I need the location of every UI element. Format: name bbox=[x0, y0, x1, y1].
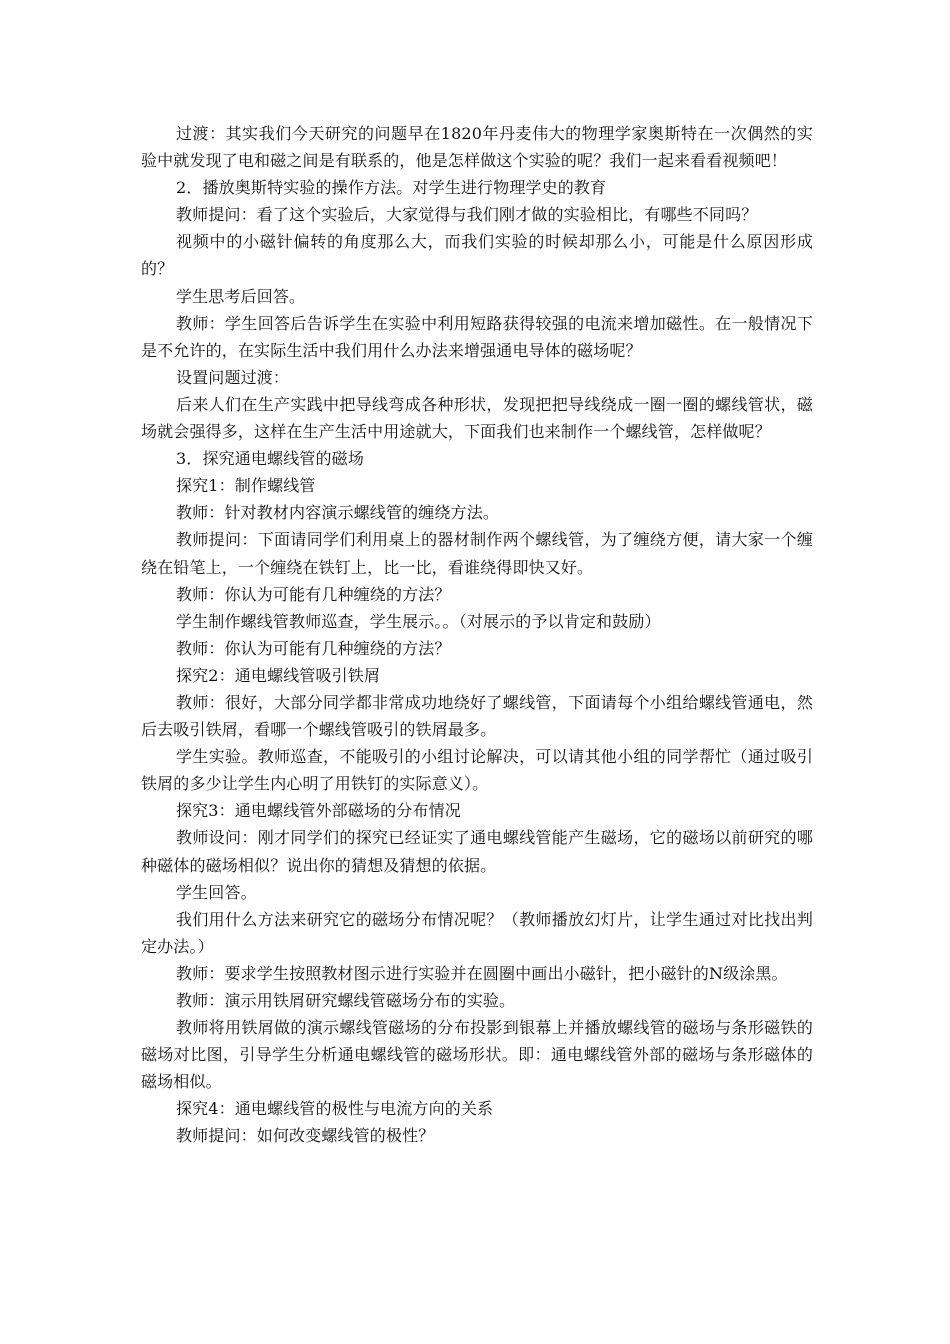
paragraph-teacher-demo-filings: 教师：演示用铁屑研究螺线管磁场分布的实验。 bbox=[176, 991, 516, 1010]
paragraph-inquiry-3: 探究3：通电螺线管外部磁场的分布情况 bbox=[176, 801, 461, 821]
document-body bbox=[141, 120, 813, 1150]
paragraph-teacher-methods: 教师：你认为可能有几种缠绕的方法？ bbox=[176, 584, 451, 604]
paragraph-teacher-good: 教师：很好，大部分同学都非常成功地绕好了螺线管，下面请每个小组给螺线管通电，然后去吸引铁屑，看哪一个螺线管吸引的铁屑最多。 bbox=[141, 692, 813, 740]
paragraph-teacher-task: 教师提问：下面请同学们利用桌上的器材制作两个螺线管，为了缠绕方便，请大家一个缠绕在铅笔上，一个缠绕在铁钉上，比一比，看谁绕得即快又好。 bbox=[141, 530, 813, 577]
paragraph-inquiry-2: 探究2：通电螺线管吸引铁屑 bbox=[176, 665, 381, 685]
paragraph-inquiry-4: 探究4：通电螺线管的极性与电流方向的关系 bbox=[176, 1099, 494, 1119]
paragraph-teacher-ask: 教师设问：刚才同学们的探究已经证实了通电螺线管能产生磁场，它的磁场以前研究的哪种磁体的磁场相似？说出你的猜想及猜想的依据。 bbox=[141, 828, 813, 875]
paragraph-student-answer-2: 学生回答。 bbox=[176, 882, 257, 902]
paragraph-inquiry-1: 探究1：制作螺线管 bbox=[176, 476, 316, 496]
paragraph-step-2: 2．播放奥斯特实验的操作方法。对学生进行物理学史的教育 bbox=[176, 178, 607, 198]
paragraph-transition-oersted: 过渡：其实我们今天研究的问题早在1820年丹麦伟大的物理学家奥斯特在一次偶然的实验中就发现了电和磁之间是有联系的，他是怎样做这个实验的呢？我们一起来看看视频吧！ bbox=[141, 124, 813, 171]
paragraph-student-experiment: 学生实验。教师巡查，不能吸引的小组讨论解决，可以请其他小组的同学帮忙（通过吸引铁屑的多少让学生内心明了用铁钉的实际意义）。 bbox=[141, 747, 813, 794]
paragraph-set-question: 设置问题过渡： bbox=[176, 367, 290, 387]
paragraph-video-question: 视频中的小磁针偏转的角度那么大，而我们实验的时候却那么小，可能是什么原因形成的？ bbox=[141, 232, 813, 279]
paragraph-student-make: 学生制作螺线管教师巡查，学生展示。。（对展示的予以肯定和鼓励） bbox=[176, 611, 661, 631]
paragraph-solenoid-intro: 后来人们在生产实践中把导线弯成各种形状，发现把把导线绕成一圈一圈的螺线管状，磁场就会强得多，这样在生产生活中用途就大，下面我们也来制作一个螺线管，怎样做呢？ bbox=[141, 394, 813, 442]
paragraph-method-question: 我们用什么方法来研究它的磁场分布情况呢？（教师播放幻灯片，让学生通过对比找出判定办法。） bbox=[141, 909, 813, 956]
paragraph-teacher-projection: 教师将用铁屑做的演示螺线管磁场的分布投影到银幕上并播放螺线管的磁场与条形磁铁的磁场对比图，引导学生分析通电螺线管的磁场形状。即：通电螺线管外部的磁场与条形磁体的磁场相似。 bbox=[141, 1018, 813, 1092]
paragraph-teacher-demo: 教师：针对教材内容演示螺线管的缠绕方法。 bbox=[176, 503, 500, 523]
paragraph-step-3: 3．探究通电螺线管的磁场 bbox=[176, 449, 364, 469]
paragraph-student-answer: 学生思考后回答。 bbox=[176, 286, 306, 306]
paragraph-teacher-explain: 教师：学生回答后告诉学生在实验中利用短路获得较强的电流来增加磁性。在一般情况下是不允许的，在实际生活中我们用什么办法来增强通电导体的磁场呢？ bbox=[141, 313, 813, 360]
paragraph-teacher-require: 教师：要求学生按照教材图示进行实验并在圆圈中画出小磁针，把小磁针的N级涂黑。 bbox=[176, 963, 788, 983]
paragraph-teacher-question: 教师提问：看了这个实验后，大家觉得与我们刚才做的实验相比，有哪些不同吗？ bbox=[176, 205, 758, 225]
paragraph-teacher-methods-2: 教师：你认为可能有几种缠绕的方法？ bbox=[176, 638, 451, 658]
paragraph-teacher-polarity: 教师提问：如何改变螺线管的极性？ bbox=[176, 1126, 435, 1146]
